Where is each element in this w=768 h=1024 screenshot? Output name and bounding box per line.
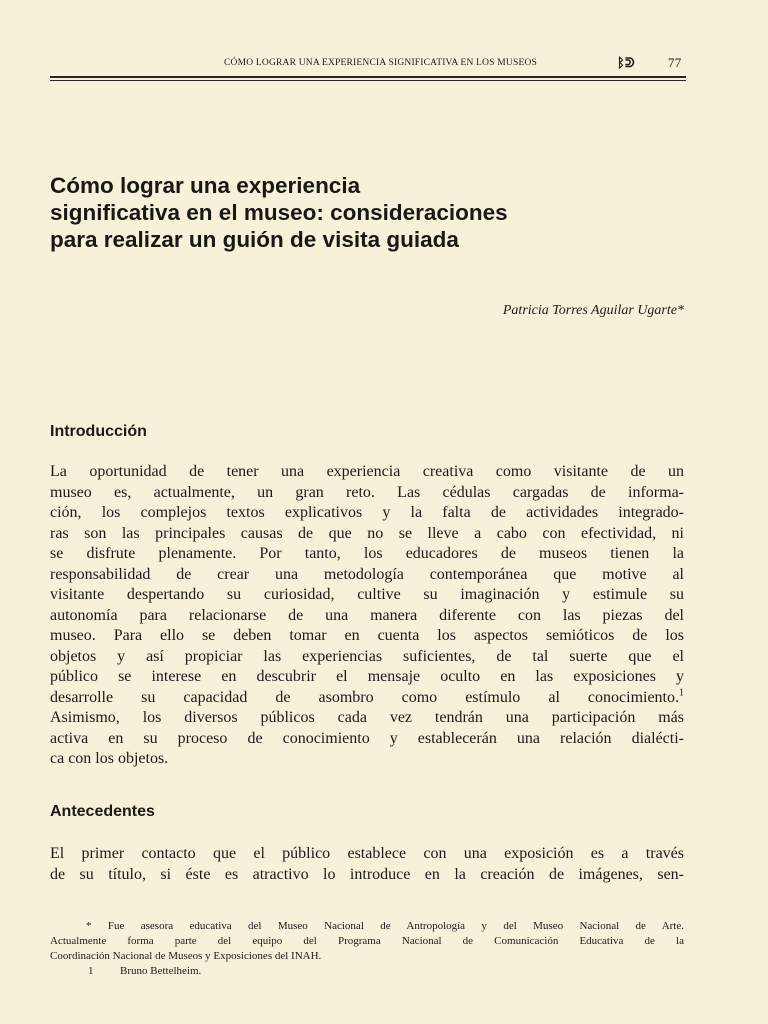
footnote-author <box>50 919 684 964</box>
text-line: público se interese en descubrir el mensaje oculto en las exposiciones y <box>50 668 684 685</box>
text-line: museo es, actualmente, un gran reto. Las cédulas cargadas de informa- <box>50 483 684 501</box>
ornament-icon: ᛒᕲ <box>617 55 635 70</box>
title-line: Cómo lograr una experiencia <box>50 173 361 198</box>
header-rule-thin <box>50 80 686 81</box>
footnotes <box>50 919 684 979</box>
antecedentes-paragraph <box>50 844 684 885</box>
text-line: museo. Para ello se deben tomar en cuenta los aspectos semióticos de los <box>50 627 684 644</box>
text-line-with-footnote <box>50 688 684 709</box>
title-line: significativa en el museo: consideraciones <box>50 200 508 225</box>
footnote-marker: 1 <box>88 965 94 977</box>
section-heading-antecedentes: Antecedentes <box>50 803 155 820</box>
text-line: La oportunidad de tener una experiencia creativa como visitante de un <box>50 463 684 480</box>
article-title <box>50 172 670 253</box>
section-heading-introduccion: Introducción <box>50 423 147 440</box>
text-line: ca con los objetos. <box>50 750 169 767</box>
text-line: se disfrute plenamente. Por tanto, los educadores de museos tienen la <box>50 545 684 562</box>
page-number: 77 <box>668 55 682 70</box>
text-line: ras son las principales causas de que no se lleve a cabo con efectividad, ni <box>50 524 684 542</box>
footnote-line: Actualmente forma parte del equipo del Programa Nacional de Comunicación Educativa de la <box>50 935 684 947</box>
footnote-ref: 1 <box>679 687 684 699</box>
title-line: para realizar un guión de visita guiada <box>50 227 459 252</box>
text-line: ción, los complejos textos explicativos y la falta de actividades integrado- <box>50 504 684 521</box>
text-line: de su título, si éste es atractivo lo introduce en la creación de imágenes, sen- <box>50 865 684 883</box>
text-line: autonomía para relacionarse de una manera diferente con las piezas del <box>50 606 684 624</box>
running-title: CÓMO LOGRAR UNA EXPERIENCIA SIGNIFICATIVA EN LOS MUSEOS <box>224 58 538 68</box>
text-line: visitante despertando su curiosidad, cultive su imaginación y estimule su <box>50 586 684 603</box>
running-head <box>224 56 684 72</box>
footnote-1 <box>50 964 684 979</box>
footnote-text: Bruno Bettelheim. <box>120 965 202 977</box>
text-line: desarrolle su capacidad de asombro como estímulo al conocimiento. <box>50 688 679 706</box>
text-line: responsabilidad de crear una metodología contemporánea que motive al <box>50 565 684 583</box>
intro-paragraph <box>50 462 684 770</box>
text-line: Asimismo, los diversos públicos cada vez tendrán una participación más <box>50 709 684 726</box>
footnote-line: Coordinación Nacional de Museos y Exposiciones del INAH. <box>50 950 322 962</box>
header-rule <box>50 76 686 78</box>
footnote-line: * Fue asesora educativa del Museo Nacional de Antropología y del Museo Nacional de Arte. <box>86 920 684 932</box>
text-line: objetos y así propiciar las experiencias suficientes, de tal suerte que el <box>50 647 684 665</box>
text-line: El primer contacto que el público establece con una exposición es a través <box>50 845 684 862</box>
text-line: activa en su proceso de conocimiento y establecerán una relación dialécti- <box>50 729 684 747</box>
author-name: Patricia Torres Aguilar Ugarte* <box>502 303 684 318</box>
